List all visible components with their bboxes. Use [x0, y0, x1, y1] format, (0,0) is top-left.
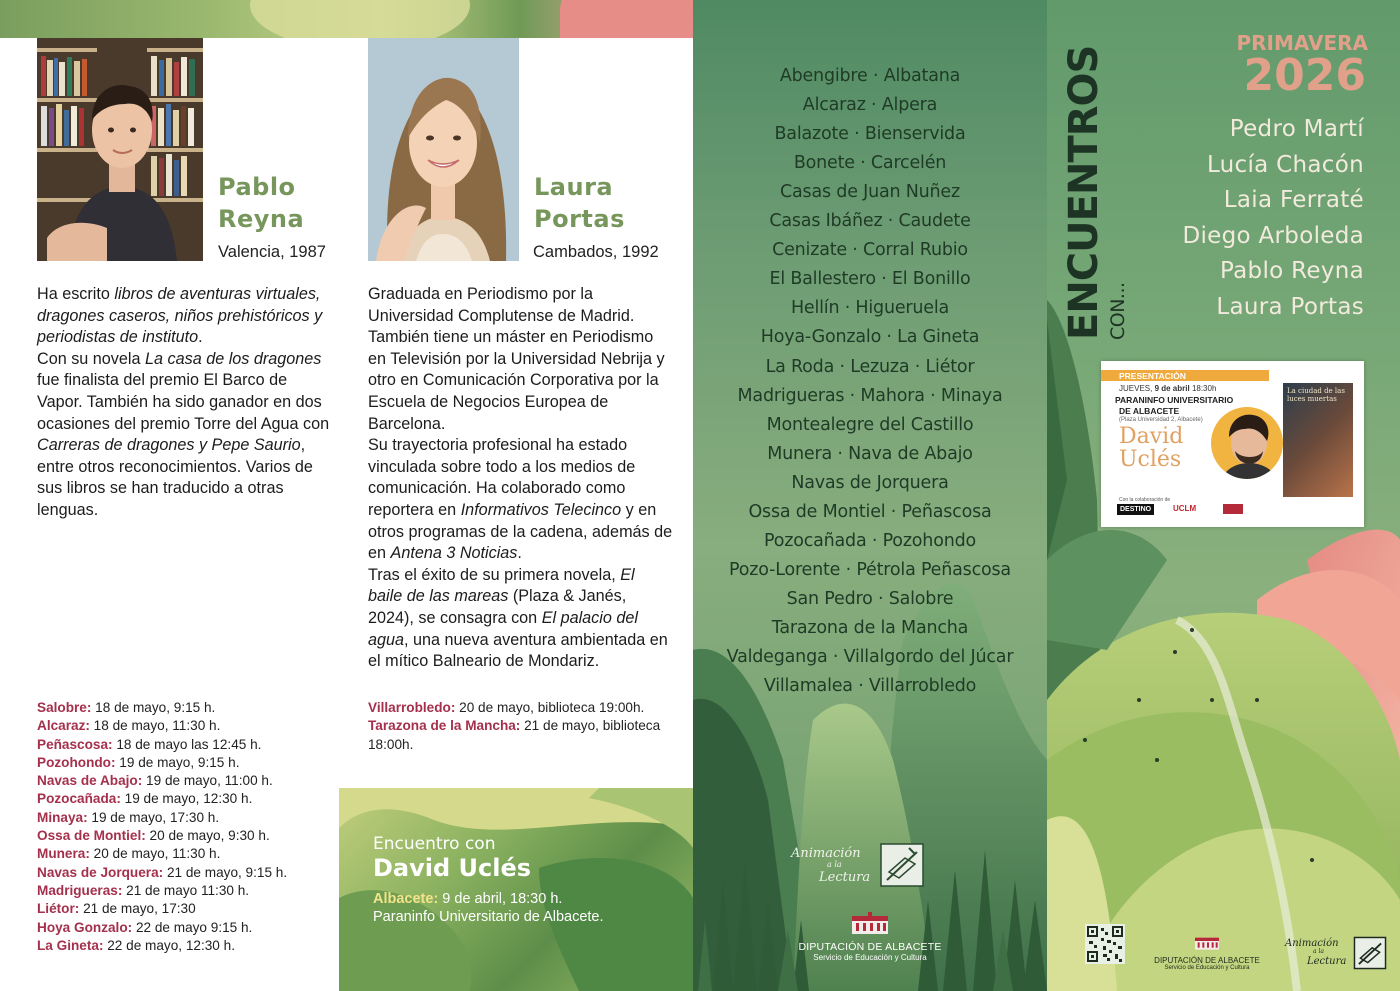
uclm-logo: UCLM: [1173, 504, 1197, 513]
schedule-location: Tarazona de la Mancha:: [368, 718, 521, 734]
schedule-row: [368, 699, 668, 717]
diputacion-building-icon: [850, 912, 890, 936]
town-line: Hoya-Gonzalo · La Gineta: [760, 327, 980, 348]
schedule-location: Hoya Gonzalo:: [37, 919, 133, 935]
cover-author: Diego Arboleda: [1182, 222, 1364, 249]
book-icon: [879, 842, 925, 888]
pablo-schedule: [37, 699, 337, 955]
diputacion-mini-logo: [1223, 504, 1243, 514]
cover-author: Pablo Reyna: [1220, 258, 1364, 285]
town-line: La Roda · Lezuza · Liétor: [765, 356, 975, 377]
schedule-time: 20 de mayo, biblioteca 19:00h.: [455, 700, 645, 715]
david-ucles-event-box: [339, 788, 693, 991]
town-line: Bonete · Carcelén: [793, 153, 947, 174]
card-author-first: David: [1119, 424, 1184, 449]
schedule-location: Pozocañada:: [37, 791, 121, 807]
presentation-card: PRESENTACIÓN JUEVES, 9 de abril 18:30h PARANINFO UNIVERSITARIO DE ALBACETE (Plaza Universidad 2, Albacete) David Uclés La ciudad de las luces muertas Con la colaboración de DESTINO UCLM: [1101, 361, 1364, 527]
encounter-label: Encuentro con: [373, 834, 496, 854]
book-icon: [1353, 936, 1387, 970]
schedule-time: 18 de mayo, 11:30 h.: [89, 718, 221, 734]
pablo-bio: [37, 284, 335, 522]
town-line: Navas de Jorquera: [791, 472, 949, 493]
pablo-name-line1: Pablo: [218, 173, 296, 201]
cover-animacion-logo: Animación a la Lectura: [1285, 938, 1395, 978]
encounter-location: Albacete:: [373, 891, 439, 907]
cover-author: Laura Portas: [1216, 294, 1364, 320]
schedule-time: 20 de mayo, 11:30 h.: [89, 846, 221, 862]
schedule-row: [37, 937, 337, 955]
town-line: San Pedro · Salobre: [786, 588, 954, 609]
encounter-place: Paraninfo Universitario de Albacete.: [373, 909, 604, 925]
town-line: Ossa de Montiel · Peñascosa: [748, 501, 992, 522]
card-author-last: Uclés: [1119, 447, 1182, 472]
schedule-row: [37, 845, 337, 863]
town-line: Hellín · Higueruela: [790, 298, 950, 319]
encounter-date: 9 de abril, 18:30 h.: [438, 891, 563, 907]
schedule-time: 22 de mayo 9:15 h.: [132, 919, 253, 935]
animacion-lectura-logo: Animación a la Lectura: [791, 846, 931, 896]
pablo-name-line2: Reyna: [218, 205, 305, 233]
schedule-location: Ossa de Montiel:: [37, 828, 146, 844]
schedule-row: [37, 864, 337, 882]
schedule-location: Madrigueras:: [37, 882, 123, 898]
schedule-row: [37, 790, 337, 808]
laura-schedule: [368, 699, 668, 754]
town-line: Cenizate · Corral Rubio: [772, 240, 968, 261]
pablo-bio-paragraph: Con su novela La casa de los dragones fue finalista del premio El Barco de Vapor. También ha sido ganador en dos ocasiones del premio Torre del Agua con Carreras de dragones y Pepe Saurio, entre otros reconocimientos. Varios de sus libros se han traducido a otras lenguas.: [37, 349, 330, 519]
schedule-location: Munera:: [37, 846, 90, 862]
cover-author: Pedro Martí: [1229, 116, 1364, 142]
schedule-row: [37, 827, 337, 845]
cover-author: Lucía Chacón: [1206, 151, 1364, 178]
schedule-location: Minaya:: [37, 809, 88, 825]
schedule-row: [37, 900, 337, 918]
destino-logo: DESTINO: [1117, 504, 1154, 515]
town-line: Abengibre · Albatana: [779, 66, 961, 86]
cover-panel: [1047, 0, 1400, 991]
schedule-time: 19 de mayo, 17:30 h.: [87, 809, 220, 825]
schedule-location: Liétor:: [37, 901, 80, 917]
town-line: Pozocañada · Pozohondo: [763, 530, 977, 551]
town-line: Villamalea · Villarrobledo: [763, 676, 977, 697]
schedule-location: La Gineta:: [37, 937, 104, 953]
schedule-time: 21 de mayo, 9:15 h.: [163, 864, 288, 880]
diputacion-building-icon: [1192, 935, 1222, 951]
schedule-location: Pozohondo:: [37, 754, 116, 770]
schedule-time: 19 de mayo, 9:15 h.: [115, 754, 240, 770]
schedule-time: 20 de mayo, 9:30 h.: [145, 828, 270, 844]
laura-origin: Cambados, 1992: [533, 243, 659, 261]
pablo-reyna-photo: [37, 38, 203, 261]
schedule-time: 22 de mayo, 12:30 h.: [103, 937, 235, 953]
encounter-author: David Uclés: [373, 854, 532, 882]
laura-name-line1: Laura: [534, 173, 614, 201]
cover-title: [1061, 20, 1129, 340]
town-line: Casas de Juan Nuñez: [780, 182, 960, 203]
pablo-origin: Valencia, 1987: [218, 243, 326, 261]
schedule-time: 18 de mayo, 9:15 h.: [91, 700, 216, 715]
laura-name-line2: Portas: [534, 205, 625, 233]
town-line: Balazote · Bienservida: [774, 124, 966, 145]
schedule-time: 19 de mayo, 12:30 h.: [120, 791, 253, 807]
schedule-row: [37, 919, 337, 937]
card-author-photo: [1211, 407, 1283, 479]
schedule-time: 21 de mayo 11:30 h.: [122, 882, 250, 898]
schedule-row: [37, 754, 337, 772]
schedule-row: [37, 699, 337, 717]
schedule-row: [37, 736, 337, 754]
town-line: Montealegre del Castillo: [766, 414, 974, 435]
schedule-row: [37, 809, 337, 827]
schedule-row: [37, 882, 337, 900]
schedule-location: Salobre:: [37, 700, 92, 715]
season-label: PRIMAVERA: [1236, 31, 1368, 55]
laura-bio-paragraph: Tras el éxito de su primera novela, El baile de las mareas (Plaza & Janés, 2024), se consagra con El palacio del agua, una nueva aventura ambientada en el mítico Balneario de Mondariz.: [368, 565, 668, 671]
towns-panel: [693, 0, 1047, 991]
laura-bio: [368, 284, 673, 673]
schedule-location: Navas de Abajo:: [37, 773, 143, 789]
town-line: Madrigueras · Mahora · Minaya: [737, 385, 1003, 406]
schedule-location: Villarrobledo:: [368, 700, 456, 715]
town-line: Pozo-Lorente · Pétrola Peñascosa: [729, 559, 1011, 580]
schedule-time: 18 de mayo las 12:45 h.: [112, 736, 262, 752]
town-line: Tarazona de la Mancha: [771, 617, 969, 638]
schedule-location: Peñascosa:: [37, 736, 113, 752]
card-tag: PRESENTACIÓN: [1119, 371, 1186, 381]
qr-code-icon: [1085, 924, 1125, 964]
year-label: 2026: [1243, 50, 1366, 101]
top-decorative-band: [0, 0, 693, 38]
schedule-time: 21 de mayo, biblioteca 18:00h.: [368, 718, 661, 752]
town-line: Valdeganga · Villalgordo del Júcar: [726, 647, 1014, 667]
schedule-row: [37, 772, 337, 790]
cover-author: Laia Ferraté: [1223, 187, 1364, 214]
laura-bio-paragraph: Su trayectoria profesional ha estado vinculada sobre todo a los medios de comunicación. Ha colaborado como reportera en Informativos Telecinco y en otros programas de la cadena, además de en Antena 3 Noticias.: [368, 436, 673, 563]
town-line: Casas Ibáñez · Caudete: [769, 211, 971, 232]
town-line: Alcaraz · Alpera: [802, 95, 938, 116]
town-line: El Ballestero · El Bonillo: [769, 269, 971, 290]
laura-portas-photo: [368, 38, 519, 261]
diputacion-logo: [790, 912, 950, 972]
schedule-location: Navas de Jorquera:: [37, 864, 164, 880]
laura-bio-paragraph: Graduada en Periodismo por la Universidad Complutense de Madrid. También tiene un máster en Periodismo en Televisión por la Universidad Nebrija y otro en Comunicación Corporativa por la Escuela de Negocios Europea de Barcelona.: [368, 285, 665, 433]
pablo-bio-paragraph: Ha escrito libros de aventuras virtuales, dragones caseros, niños prehistóricos y periodistas de instituto.: [37, 285, 323, 347]
cover-title-con: CON...: [1107, 282, 1129, 340]
schedule-time: 21 de mayo, 17:30: [79, 901, 196, 917]
schedule-row: [37, 717, 337, 735]
card-book-cover: La ciudad de las luces muertas: [1283, 383, 1353, 497]
schedule-location: Alcaraz:: [37, 718, 90, 734]
schedule-row: [368, 717, 668, 754]
diputacion-service: Servicio de Educación y Cultura: [813, 953, 927, 962]
schedule-time: 19 de mayo, 11:00 h.: [142, 773, 273, 789]
diputacion-name: DIPUTACIÓN DE ALBACETE: [798, 941, 942, 953]
town-line: Munera · Nava de Abajo: [767, 443, 973, 464]
cover-title-main: ENCUENTROS: [1061, 45, 1107, 340]
cover-diputacion-logo: DIPUTACIÓN DE ALBACETE Servicio de Educación y Cultura: [1147, 935, 1267, 971]
